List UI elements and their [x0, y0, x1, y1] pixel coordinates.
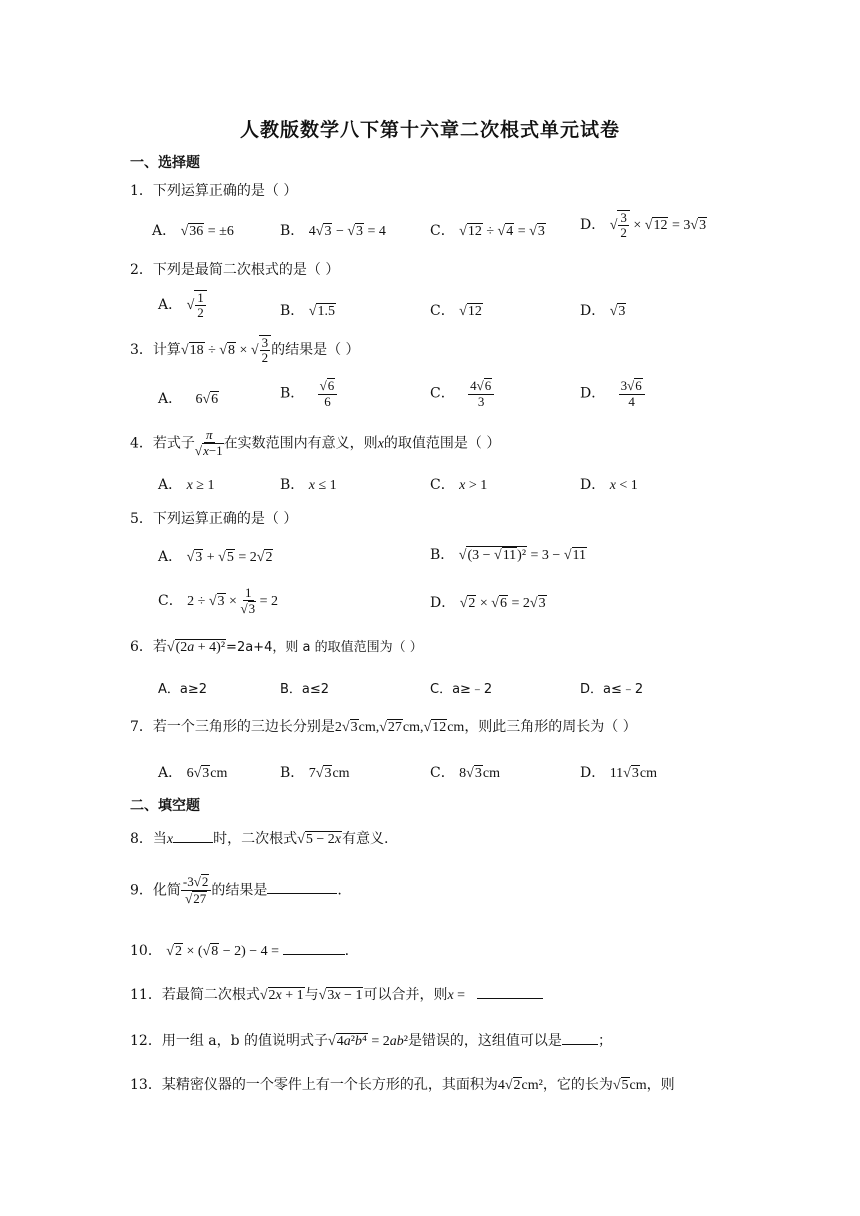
- q4-option-c: C． x > 1: [430, 477, 488, 493]
- page-title: 人教版数学八下第十六章二次根式单元试卷: [239, 119, 620, 141]
- q5-option-a: A． √3 + √5 = 2√2: [158, 549, 273, 565]
- q3-option-a: A． 6√6: [158, 391, 219, 407]
- section-fill-heading: 二、填空题: [130, 798, 200, 814]
- question-1: [130, 180, 297, 200]
- q3-option-b: B． $\frac{√6}{6}$: [280, 378, 337, 409]
- question-6: 6．若√(2a + 4)²=2a+4，则 a 的取值范围为（ ）: [130, 639, 423, 655]
- q7-option-b: B． 7√3cm: [280, 765, 350, 781]
- question-13: 13．某精密仪器的一个零件上有一个长方形的孔，其面积为4√2cm²，它的长为√5cm，则: [130, 1077, 675, 1093]
- q3-option-d: D． $\frac{3√6}{4}$: [580, 378, 645, 409]
- q2-option-d: D． √3: [580, 303, 626, 319]
- question-5: 5．下列运算正确的是（ ）: [130, 511, 298, 527]
- q4-option-d: D． x < 1: [580, 477, 638, 493]
- answer-blank[interactable]: [267, 893, 337, 894]
- q6-option-c: C．a≥﹣2: [430, 682, 493, 697]
- q6-option-b: B．a≤2: [280, 682, 330, 697]
- question-12: 12．用一组 a，b 的值说明式子√4a²b⁴ = 2ab²是错误的，这组值可以是 ；: [130, 1033, 612, 1049]
- section-choice-heading: 一、选择题: [130, 155, 200, 171]
- q7-option-c: C． 8√3cm: [430, 765, 500, 781]
- question-9: 9．化简 $\frac{-3√2}{√27}$ 的结果是 .: [130, 874, 342, 906]
- question-number: 1．: [130, 183, 153, 199]
- q5-option-d: D． √2 × √6 = 2√3: [430, 595, 546, 611]
- answer-blank[interactable]: [562, 1044, 598, 1045]
- question-2: 2．下列是最简二次根式的是（ ）: [130, 262, 340, 278]
- q5-option-c: C． 2 ÷ √3 × $\frac{1}{√3}$ = 2: [158, 585, 278, 617]
- q7-option-a: A． 6√3cm: [158, 765, 228, 781]
- q4-option-a: A． x ≥ 1: [158, 477, 215, 493]
- answer-blank[interactable]: [477, 998, 543, 999]
- q2-option-b: B． √1.5: [280, 303, 335, 319]
- answer-blank[interactable]: [283, 954, 345, 955]
- q5-option-b: B． √(3 − √11)² = 3 − √11: [430, 547, 586, 563]
- question-text: 下列运算正确的是（ ）: [152, 183, 298, 199]
- question-4: 4．若式子 $\frac{\pi}{√x-1}$ 在实数范围内有意义，则x的取值范围是（ ）: [130, 427, 501, 459]
- q6-option-a: A．a≥2: [158, 682, 208, 697]
- q1-option-d: D． √ $\frac{3}{2}$ × √12 = 3√3: [580, 210, 707, 241]
- q7-option-d: D． 11√3cm: [580, 765, 657, 781]
- question-3: 3．计算√18 ÷ √8 × √ $\frac{3}{2}$ 的结果是（ ）: [130, 335, 360, 366]
- question-8: 8．当x 时，二次根式√5 − 2x有意义.: [130, 831, 389, 847]
- answer-blank[interactable]: [173, 842, 213, 843]
- q6-option-d: D．a≤﹣2: [580, 682, 644, 697]
- question-10: 10． √2 × (√8 − 2) − 4 = .: [130, 943, 350, 959]
- q2-option-c: C． √12: [430, 303, 482, 319]
- question-11: 11．若最简二次根式√2x + 1与√3x − 1可以合并，则x =: [130, 984, 543, 1004]
- q4-option-b: B． x ≤ 1: [280, 477, 337, 493]
- q1-option-a: A． √36 = ±6: [152, 223, 234, 239]
- q3-option-c: C． $\frac{4√6}{3}$: [430, 378, 494, 409]
- q2-option-a: A． √ $\frac{1}{2}$: [158, 290, 207, 321]
- question-7: 7．若一个三角形的三边长分别是2√3cm,√27cm,√12cm，则此三角形的周长为（ ）: [130, 719, 637, 735]
- q1-option-c: C． √12 ÷ √4 = √3: [430, 223, 545, 239]
- q1-option-b: B． 4√3 − √3 = 4: [280, 223, 386, 239]
